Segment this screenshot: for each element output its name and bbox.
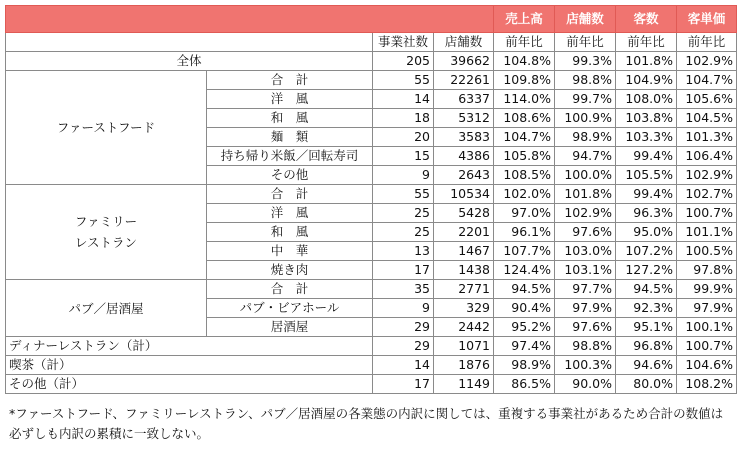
- companies-cell: 17: [373, 375, 434, 394]
- header-stores: 店舗数: [555, 6, 616, 33]
- group-label: パブ／居酒屋: [6, 280, 207, 337]
- row-label: 和 風: [207, 109, 373, 128]
- table-row: [6, 71, 737, 90]
- companies-cell: 17: [373, 261, 434, 280]
- unit-price-cell: 100.5%: [677, 242, 737, 261]
- companies-cell: 15: [373, 147, 434, 166]
- unit-price-cell: 104.7%: [677, 71, 737, 90]
- store-count-cell: 97.9%: [555, 299, 616, 318]
- companies-cell: 9: [373, 299, 434, 318]
- store-count-cell: 99.7%: [555, 90, 616, 109]
- companies-cell: 55: [373, 185, 434, 204]
- row-label: 洋 風: [207, 90, 373, 109]
- row-label: 喫茶（計）: [6, 356, 373, 375]
- unit-price-cell: 99.9%: [677, 280, 737, 299]
- unit-price-cell: 105.6%: [677, 90, 737, 109]
- store-count-cell: 103.1%: [555, 261, 616, 280]
- row-label: 中 華: [207, 242, 373, 261]
- header-unit-price: 客単価: [677, 6, 737, 33]
- customers-cell: 80.0%: [616, 375, 677, 394]
- customers-cell: 94.5%: [616, 280, 677, 299]
- stores-cell: 1876: [434, 356, 494, 375]
- unit-price-cell: 100.7%: [677, 337, 737, 356]
- subheader-companies: 事業社数: [373, 33, 434, 52]
- sales-cell: 96.1%: [494, 223, 555, 242]
- unit-price-cell: 97.8%: [677, 261, 737, 280]
- unit-price-cell: 104.5%: [677, 109, 737, 128]
- row-label: 麺 類: [207, 128, 373, 147]
- stores-cell: 1149: [434, 375, 494, 394]
- store-count-cell: 103.0%: [555, 242, 616, 261]
- subheader-row: [6, 33, 737, 52]
- store-count-cell: 97.6%: [555, 318, 616, 337]
- customers-cell: 107.2%: [616, 242, 677, 261]
- sales-cell: 114.0%: [494, 90, 555, 109]
- customers-cell: 104.9%: [616, 71, 677, 90]
- companies-cell: 9: [373, 166, 434, 185]
- store-count-cell: 102.9%: [555, 204, 616, 223]
- companies-cell: 35: [373, 280, 434, 299]
- stores-cell: 1438: [434, 261, 494, 280]
- table-row: [6, 337, 737, 356]
- subheader-yoy-stores: 前年比: [555, 33, 616, 52]
- unit-price-cell: 108.2%: [677, 375, 737, 394]
- store-count-cell: 100.3%: [555, 356, 616, 375]
- companies-cell: 13: [373, 242, 434, 261]
- customers-cell: 127.2%: [616, 261, 677, 280]
- store-count-cell: 97.6%: [555, 223, 616, 242]
- group-label: ファーストフード: [6, 71, 207, 185]
- companies-cell: 25: [373, 204, 434, 223]
- row-label: パブ・ビアホール: [207, 299, 373, 318]
- subheader-yoy-customers: 前年比: [616, 33, 677, 52]
- table-row: [6, 375, 737, 394]
- companies-cell: 18: [373, 109, 434, 128]
- unit-price-cell: 102.9%: [677, 166, 737, 185]
- row-label: 焼き肉: [207, 261, 373, 280]
- table-row: [6, 185, 737, 204]
- stores-cell: 2643: [434, 166, 494, 185]
- companies-cell: 205: [373, 52, 434, 71]
- customers-cell: 95.1%: [616, 318, 677, 337]
- unit-price-cell: 101.1%: [677, 223, 737, 242]
- subheader-yoy-unit-price: 前年比: [677, 33, 737, 52]
- row-label: 洋 風: [207, 204, 373, 223]
- row-label: その他（計）: [6, 375, 373, 394]
- companies-cell: 29: [373, 337, 434, 356]
- companies-cell: 25: [373, 223, 434, 242]
- customers-cell: 96.3%: [616, 204, 677, 223]
- unit-price-cell: 100.7%: [677, 204, 737, 223]
- customers-cell: 101.8%: [616, 52, 677, 71]
- stores-cell: 6337: [434, 90, 494, 109]
- stores-cell: 329: [434, 299, 494, 318]
- footnote: *ファーストフード、ファミリーレストラン、パブ／居酒屋の各業態の内訳に関しては、重複する事業社があるため合計の数値は必ずしも内訳の累積に一致しない。: [9, 406, 724, 441]
- sales-cell: 104.7%: [494, 128, 555, 147]
- header-customers: 客数: [616, 6, 677, 33]
- stores-cell: 4386: [434, 147, 494, 166]
- sales-cell: 109.8%: [494, 71, 555, 90]
- store-count-cell: 94.7%: [555, 147, 616, 166]
- store-count-cell: 101.8%: [555, 185, 616, 204]
- customers-cell: 99.4%: [616, 185, 677, 204]
- stores-cell: 3583: [434, 128, 494, 147]
- unit-price-cell: 104.6%: [677, 356, 737, 375]
- customers-cell: 103.8%: [616, 109, 677, 128]
- sales-cell: 95.2%: [494, 318, 555, 337]
- sales-cell: 108.6%: [494, 109, 555, 128]
- table-row: [6, 356, 737, 375]
- stores-cell: 39662: [434, 52, 494, 71]
- unit-price-cell: 102.9%: [677, 52, 737, 71]
- customers-cell: 105.5%: [616, 166, 677, 185]
- table-row: [6, 280, 737, 299]
- store-count-cell: 100.9%: [555, 109, 616, 128]
- unit-price-cell: 100.1%: [677, 318, 737, 337]
- customers-cell: 96.8%: [616, 337, 677, 356]
- sales-cell: 107.7%: [494, 242, 555, 261]
- stores-cell: 2771: [434, 280, 494, 299]
- sales-cell: 98.9%: [494, 356, 555, 375]
- subheader-blank: [6, 33, 373, 52]
- companies-cell: 29: [373, 318, 434, 337]
- sales-cell: 104.8%: [494, 52, 555, 71]
- group-label: ファミリー レストラン: [6, 185, 207, 280]
- row-label: 和 風: [207, 223, 373, 242]
- unit-price-cell: 101.3%: [677, 128, 737, 147]
- row-label: 合 計: [207, 71, 373, 90]
- subheader-yoy-sales: 前年比: [494, 33, 555, 52]
- stores-cell: 22261: [434, 71, 494, 90]
- sales-cell: 90.4%: [494, 299, 555, 318]
- store-count-cell: 97.7%: [555, 280, 616, 299]
- companies-cell: 14: [373, 90, 434, 109]
- header-blank: [6, 6, 494, 33]
- sales-cell: 94.5%: [494, 280, 555, 299]
- customers-cell: 94.6%: [616, 356, 677, 375]
- sales-cell: 108.5%: [494, 166, 555, 185]
- customers-cell: 103.3%: [616, 128, 677, 147]
- stores-cell: 5428: [434, 204, 494, 223]
- companies-cell: 20: [373, 128, 434, 147]
- header-row: [6, 6, 737, 33]
- unit-price-cell: 97.9%: [677, 299, 737, 318]
- unit-price-cell: 106.4%: [677, 147, 737, 166]
- store-count-cell: 100.0%: [555, 166, 616, 185]
- sales-cell: 124.4%: [494, 261, 555, 280]
- sales-cell: 97.0%: [494, 204, 555, 223]
- data-table: [5, 5, 737, 394]
- unit-price-cell: 102.7%: [677, 185, 737, 204]
- companies-cell: 55: [373, 71, 434, 90]
- header-sales: 売上高: [494, 6, 555, 33]
- store-count-cell: 99.3%: [555, 52, 616, 71]
- row-label: 合 計: [207, 185, 373, 204]
- total-row: [6, 52, 737, 71]
- sales-cell: 86.5%: [494, 375, 555, 394]
- customers-cell: 99.4%: [616, 147, 677, 166]
- row-label: ディナーレストラン（計）: [6, 337, 373, 356]
- store-count-cell: 98.8%: [555, 71, 616, 90]
- sales-cell: 97.4%: [494, 337, 555, 356]
- subheader-store-count: 店舗数: [434, 33, 494, 52]
- stores-cell: 1071: [434, 337, 494, 356]
- sales-cell: 105.8%: [494, 147, 555, 166]
- row-label: 居酒屋: [207, 318, 373, 337]
- sales-cell: 102.0%: [494, 185, 555, 204]
- store-count-cell: 90.0%: [555, 375, 616, 394]
- row-label: 持ち帰り米飯／回転寿司: [207, 147, 373, 166]
- store-count-cell: 98.9%: [555, 128, 616, 147]
- stores-cell: 2201: [434, 223, 494, 242]
- row-label: 合 計: [207, 280, 373, 299]
- customers-cell: 92.3%: [616, 299, 677, 318]
- customers-cell: 108.0%: [616, 90, 677, 109]
- customers-cell: 95.0%: [616, 223, 677, 242]
- store-count-cell: 98.8%: [555, 337, 616, 356]
- stores-cell: 10534: [434, 185, 494, 204]
- stores-cell: 5312: [434, 109, 494, 128]
- stores-cell: 2442: [434, 318, 494, 337]
- companies-cell: 14: [373, 356, 434, 375]
- row-label: 全体: [6, 52, 373, 71]
- stores-cell: 1467: [434, 242, 494, 261]
- row-label: その他: [207, 166, 373, 185]
